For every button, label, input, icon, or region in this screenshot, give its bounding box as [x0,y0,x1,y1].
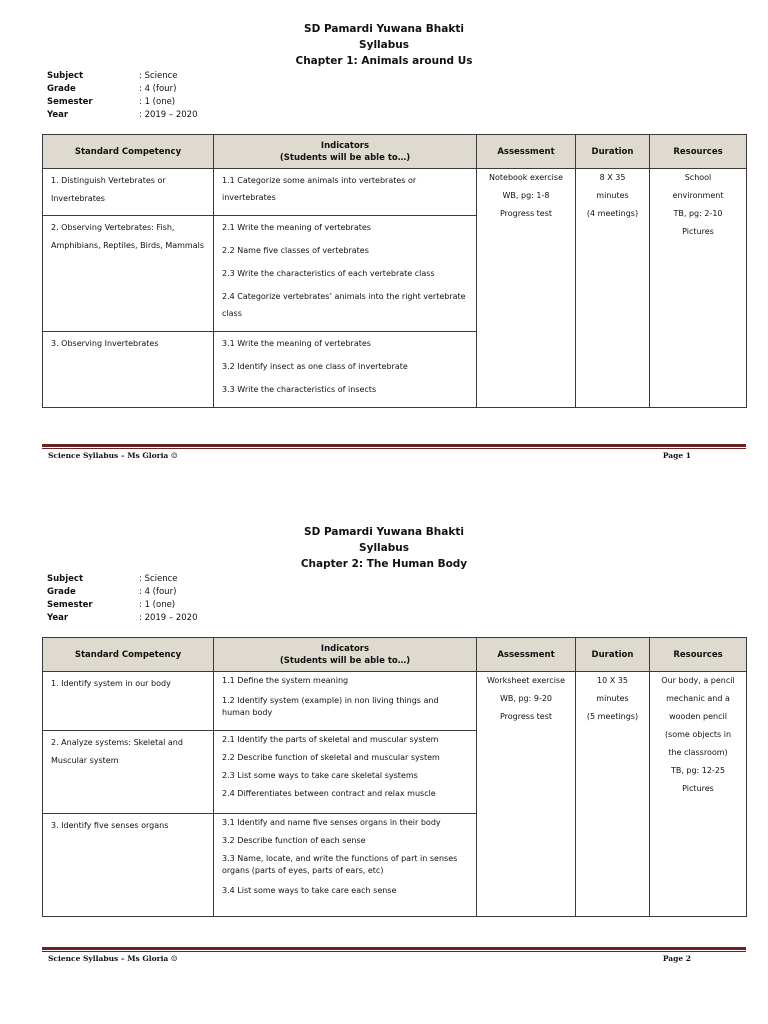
chapter-title: Chapter 1: Animals around Us [295,55,473,67]
indicator-item: 2.4 Differentiates between contract and relax muscle [222,789,436,798]
info-label: Semester [47,97,93,107]
header-assessment: Assessment [477,638,576,672]
indicator-item: 2.4 Categorize vertebrates’ animals into the right vertebrate class [222,292,466,318]
resources-line: Pictures [682,227,714,236]
indicator-item: 2.1 Write the meaning of vertebrates [222,223,371,232]
info-label: Year [47,110,69,120]
indicator-item: 3.1 Identify and name five senses organs in their body [222,818,441,827]
header-standard-competency: Standard Competency [43,135,214,169]
chapter-title: Chapter 2: The Human Body [300,558,468,570]
duration-line: minutes [596,694,629,703]
resources-line: the classroom) [668,748,728,757]
indicator-item: 2.2 Name five classes of vertebrates [222,246,369,255]
table-row [43,672,747,731]
indicators-cell [214,731,477,814]
info-row-year [47,109,197,122]
indicator-item: 3.3 Name, locate, and write the functions of part in senses organs (parts of eyes, parts of ears, etc) [222,854,458,875]
standard-competency-cell: 2. Observing Vertebrates: Fish, Amphibians, Reptiles, Birds, Mammals [43,216,214,332]
resources-line: (some objects in [664,730,732,739]
header-duration: Duration [576,135,650,169]
header-indicators-title: Indicators [320,643,370,654]
info-row-year [47,612,197,625]
info-value: : Science [139,574,178,584]
table-header-row [43,135,747,169]
info-label: Grade [47,84,76,94]
indicator-item: 3.3 Write the characteristics of insects [222,385,377,394]
indicator-item: 1.1 Categorize some animals into vertebrates or invertebrates [222,176,417,202]
indicators-cell [214,169,477,216]
header-indicators [214,638,477,672]
standard-competency-cell: 3. Observing Invertebrates [43,332,214,408]
assessment-line: Worksheet exercise [486,676,566,685]
header-indicators-subtitle: (Students will be able to…) [279,152,411,163]
resources-line: TB, pg: 12-25 [670,766,726,775]
assessment-line: Progress test [499,209,553,218]
footer-author: Science Syllabus – Ms Gloria ☺ [48,954,178,963]
assessment-line: Notebook exercise [489,173,563,182]
indicators-cell [214,672,477,731]
footer-divider [42,444,746,449]
duration-line: 10 X 35 [597,676,628,685]
indicators-cell [214,216,477,332]
page-number: Page 2 [662,954,691,963]
indicator-item: 2.3 List some ways to take care skeletal systems [222,771,418,780]
header-indicators-title: Indicators [320,140,370,151]
duration-line: (5 meetings) [586,712,639,721]
info-value: : 4 (four) [139,84,177,94]
standard-competency-cell: 2. Analyze systems: Skeletal and Muscular system [43,731,214,814]
header-assessment: Assessment [477,135,576,169]
indicators-cell [214,814,477,917]
assessment-line: WB, pg: 1-8 [502,191,550,200]
header-resources: Resources [650,638,747,672]
resources-line: TB, pg: 2-10 [673,209,723,218]
info-row-subject [47,70,197,83]
header-indicators [214,135,477,169]
standard-competency-cell: 3. Identify five senses organs [43,814,214,917]
indicator-item: 2.3 Write the characteristics of each vertebrate class [222,269,435,278]
document-title: Syllabus [359,39,409,51]
duration-line: minutes [596,191,629,200]
header-standard-competency: Standard Competency [43,638,214,672]
assessment-line: WB, pg: 9-20 [499,694,553,703]
indicator-item: 3.2 Describe function of each sense [222,836,366,845]
indicator-item: 2.1 Identify the parts of skeletal and muscular system [222,735,439,744]
info-row-grade [47,83,197,96]
info-value: : 2019 – 2020 [139,110,198,120]
indicator-item: 1.1 Define the system meaning [222,676,349,685]
info-label: Semester [47,600,93,610]
indicators-cell [214,332,477,408]
info-value: : 1 (one) [139,97,176,107]
header-duration: Duration [576,638,650,672]
page-heading [0,21,768,69]
assessment-cell [477,169,576,408]
page-footer [48,954,691,963]
header-resources: Resources [650,135,747,169]
syllabus-table [42,637,747,917]
document-title: Syllabus [359,542,409,554]
table-header-row [43,638,747,672]
indicator-item: 1.2 Identify system (example) in non living things and human body [222,696,439,717]
indicator-item: 3.1 Write the meaning of vertebrates [222,339,371,348]
duration-line: 8 X 35 [599,173,626,182]
course-info [47,573,197,625]
info-row-semester [47,599,197,612]
footer-divider [42,947,746,952]
resources-line: Our body, a pencil [661,676,735,685]
syllabus-page-1 [0,0,768,503]
indicator-item: 3.2 Identify insect as one class of invertebrate [222,362,408,371]
info-value: : 2019 – 2020 [139,613,198,623]
page-heading [0,524,768,572]
duration-line: (4 meetings) [586,209,639,218]
resources-line: environment [672,191,724,200]
info-value: : Science [139,71,178,81]
resources-cell [650,169,747,408]
school-name: SD Pamardi Yuwana Bhakti [304,23,464,35]
info-row-semester [47,96,197,109]
assessment-cell [477,672,576,917]
info-row-grade [47,586,197,599]
assessment-line: Progress test [499,712,553,721]
header-indicators-subtitle: (Students will be able to…) [279,655,411,666]
resources-line: School [684,173,712,182]
info-value: : 1 (one) [139,600,176,610]
info-label: Subject [47,574,84,584]
standard-competency-cell: 1. Distinguish Vertebrates or Invertebrates [43,169,214,216]
page-number: Page 1 [662,451,691,460]
course-info [47,70,197,122]
info-label: Subject [47,71,84,81]
page-footer [48,451,691,460]
info-row-subject [47,573,197,586]
info-label: Grade [47,587,76,597]
standard-competency-cell: 1. Identify system in our body [43,672,214,731]
resources-line: mechanic and a [666,694,730,703]
table-row [43,169,747,216]
indicator-item: 2.2 Describe function of skeletal and muscular system [222,753,440,762]
resources-cell [650,672,747,917]
duration-cell [576,169,650,408]
info-value: : 4 (four) [139,587,177,597]
resources-line: wooden pencil [669,712,727,721]
duration-cell [576,672,650,917]
resources-line: Pictures [682,784,714,793]
syllabus-table [42,134,747,408]
indicator-item: 3.4 List some ways to take care each sense [222,886,397,895]
school-name: SD Pamardi Yuwana Bhakti [304,526,464,538]
info-label: Year [47,613,69,623]
footer-author: Science Syllabus – Ms Gloria ☺ [48,451,178,460]
syllabus-page-2 [0,503,768,1024]
